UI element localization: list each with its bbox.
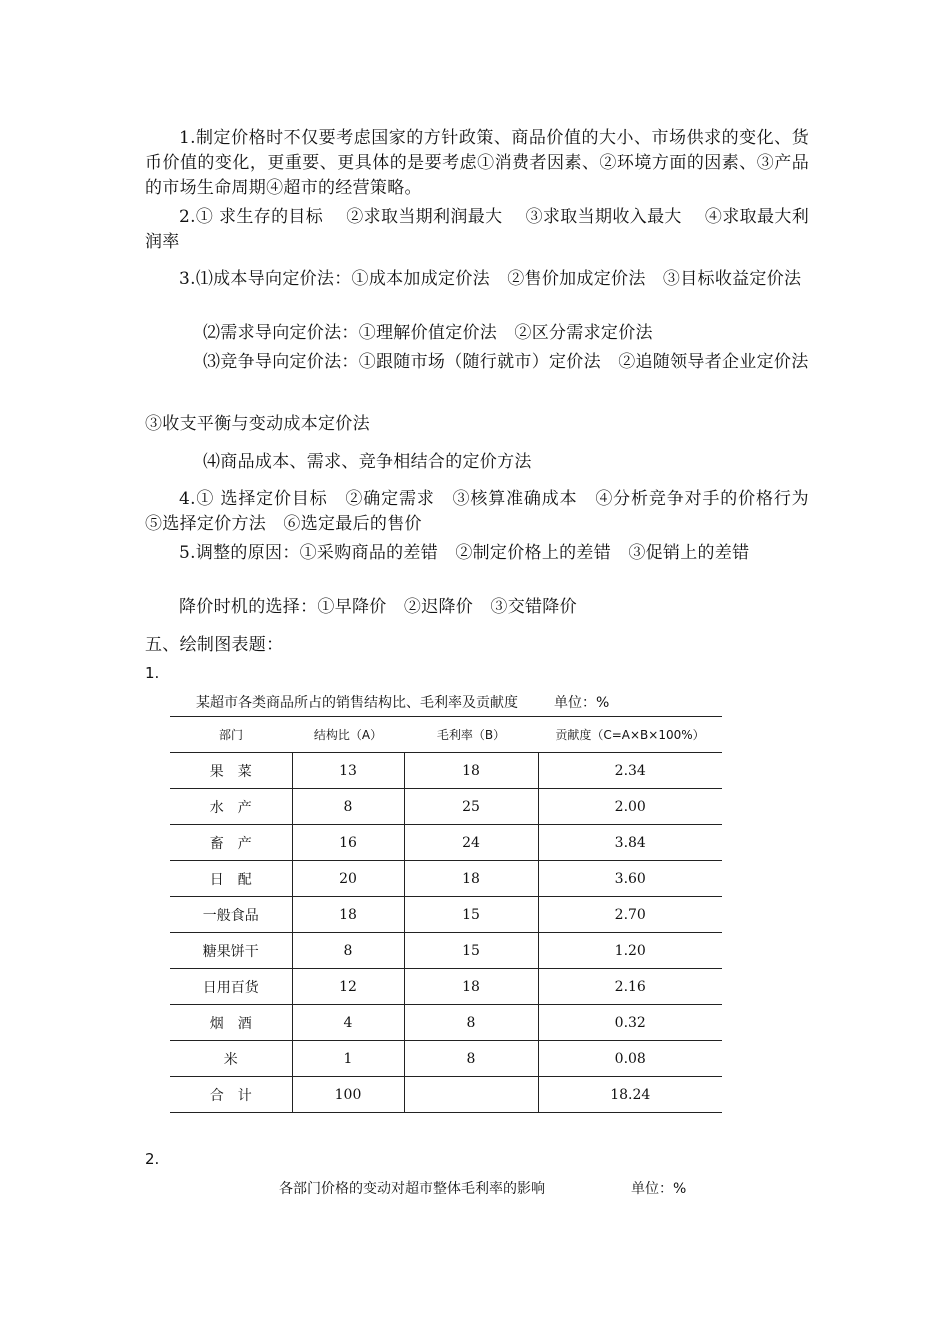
cell-department: 烟 酒	[170, 1005, 292, 1041]
cell-gross-margin: 18	[404, 753, 538, 789]
table-header-row	[170, 717, 722, 753]
table1-number: 1.	[145, 664, 160, 682]
cell-contribution: 0.32	[538, 1005, 722, 1041]
table-row	[170, 933, 722, 969]
table2-unit: 单位：%	[631, 1181, 687, 1197]
cell-structure-ratio: 12	[292, 969, 404, 1005]
cell-gross-margin: 15	[404, 933, 538, 969]
cell-department: 果 菜	[170, 753, 292, 789]
table1-unit: 单位：%	[554, 695, 610, 711]
cell-gross-margin	[404, 1077, 538, 1113]
table-row	[170, 753, 722, 789]
cell-department: 水 产	[170, 789, 292, 825]
table-row	[170, 969, 722, 1005]
cell-gross-margin: 25	[404, 789, 538, 825]
cell-contribution: 2.16	[538, 969, 722, 1005]
section-heading: 五、绘制图表题：	[145, 635, 284, 655]
cell-contribution: 3.84	[538, 825, 722, 861]
table-row	[170, 861, 722, 897]
cell-structure-ratio: 20	[292, 861, 404, 897]
header-structure-ratio: 结构比（A）	[292, 717, 404, 753]
cell-structure-ratio: 1	[292, 1041, 404, 1077]
answer-5: 5.调整的原因：①采购商品的差错 ②制定价格上的差错 ③促销上的差错	[179, 543, 750, 563]
cell-contribution: 18.24	[538, 1077, 722, 1113]
cell-contribution: 3.60	[538, 861, 722, 897]
cell-gross-margin: 8	[404, 1041, 538, 1077]
sales-structure-table	[170, 716, 722, 1113]
table2-title: 各部门价格的变动对超市整体毛利率的影响	[279, 1181, 545, 1197]
cell-gross-margin: 18	[404, 861, 538, 897]
cell-structure-ratio: 18	[292, 897, 404, 933]
table2-number: 2.	[145, 1150, 160, 1168]
cell-contribution: 2.70	[538, 897, 722, 933]
table-total-row	[170, 1077, 722, 1113]
header-contribution: 贡献度（C=A×B×100%）	[538, 717, 722, 753]
cell-department: 米	[170, 1041, 292, 1077]
answer-1: 1.制定价格时不仅要考虑国家的方针政策、商品价值的大小、市场供求的变化、货币价值的变化，更重要、更具体的是要考虑①消费者因素、②环境方面的因素、③产品的市场生命周期④超市的经营策略。	[145, 128, 809, 198]
cell-department: 日用百货	[170, 969, 292, 1005]
header-department: 部门	[170, 717, 292, 753]
cell-contribution: 2.34	[538, 753, 722, 789]
answer-3-combined: ⑷商品成本、需求、竞争相结合的定价方法	[203, 452, 532, 472]
table-row	[170, 1005, 722, 1041]
table-row	[170, 789, 722, 825]
cell-department: 畜 产	[170, 825, 292, 861]
cell-structure-ratio: 16	[292, 825, 404, 861]
table1-caption	[196, 692, 609, 712]
answer-3-demand: ⑵需求导向定价法：①理解价值定价法 ②区分需求定价法	[203, 323, 653, 343]
table1-title: 某超市各类商品所占的销售结构比、毛利率及贡献度	[196, 695, 518, 711]
cell-structure-ratio: 8	[292, 789, 404, 825]
table2-caption	[279, 1178, 686, 1198]
answer-3-breakeven: ③收支平衡与变动成本定价法	[145, 414, 370, 434]
answer-2: 2.① 求生存的目标 ②求取当期利润最大 ③求取当期收入最大 ④求取最大利润率	[145, 207, 809, 252]
cell-structure-ratio: 4	[292, 1005, 404, 1041]
cell-gross-margin: 15	[404, 897, 538, 933]
cell-structure-ratio: 13	[292, 753, 404, 789]
cell-department: 合 计	[170, 1077, 292, 1113]
answer-3-cost: 3.⑴成本导向定价法：①成本加成定价法 ②售价加成定价法 ③目标收益定价法	[179, 269, 802, 289]
cell-department: 日 配	[170, 861, 292, 897]
header-gross-margin: 毛利率（B）	[404, 717, 538, 753]
cell-gross-margin: 24	[404, 825, 538, 861]
answer-4: 4.① 选择定价目标 ②确定需求 ③核算准确成本 ④分析竞争对手的价格行为 ⑤选择定价方法 ⑥选定最后的售价	[145, 489, 827, 534]
cell-contribution: 0.08	[538, 1041, 722, 1077]
cell-contribution: 2.00	[538, 789, 722, 825]
table-row	[170, 825, 722, 861]
cell-gross-margin: 18	[404, 969, 538, 1005]
table-row	[170, 1041, 722, 1077]
answer-5-timing: 降价时机的选择：①早降价 ②迟降价 ③交错降价	[179, 597, 577, 617]
cell-contribution: 1.20	[538, 933, 722, 969]
cell-gross-margin: 8	[404, 1005, 538, 1041]
cell-department: 糖果饼干	[170, 933, 292, 969]
cell-structure-ratio: 100	[292, 1077, 404, 1113]
answer-3-competition: ⑶竞争导向定价法：①跟随市场（随行就市）定价法 ②追随领导者企业定价法	[203, 352, 809, 372]
cell-department: 一般食品	[170, 897, 292, 933]
cell-structure-ratio: 8	[292, 933, 404, 969]
table-row	[170, 897, 722, 933]
